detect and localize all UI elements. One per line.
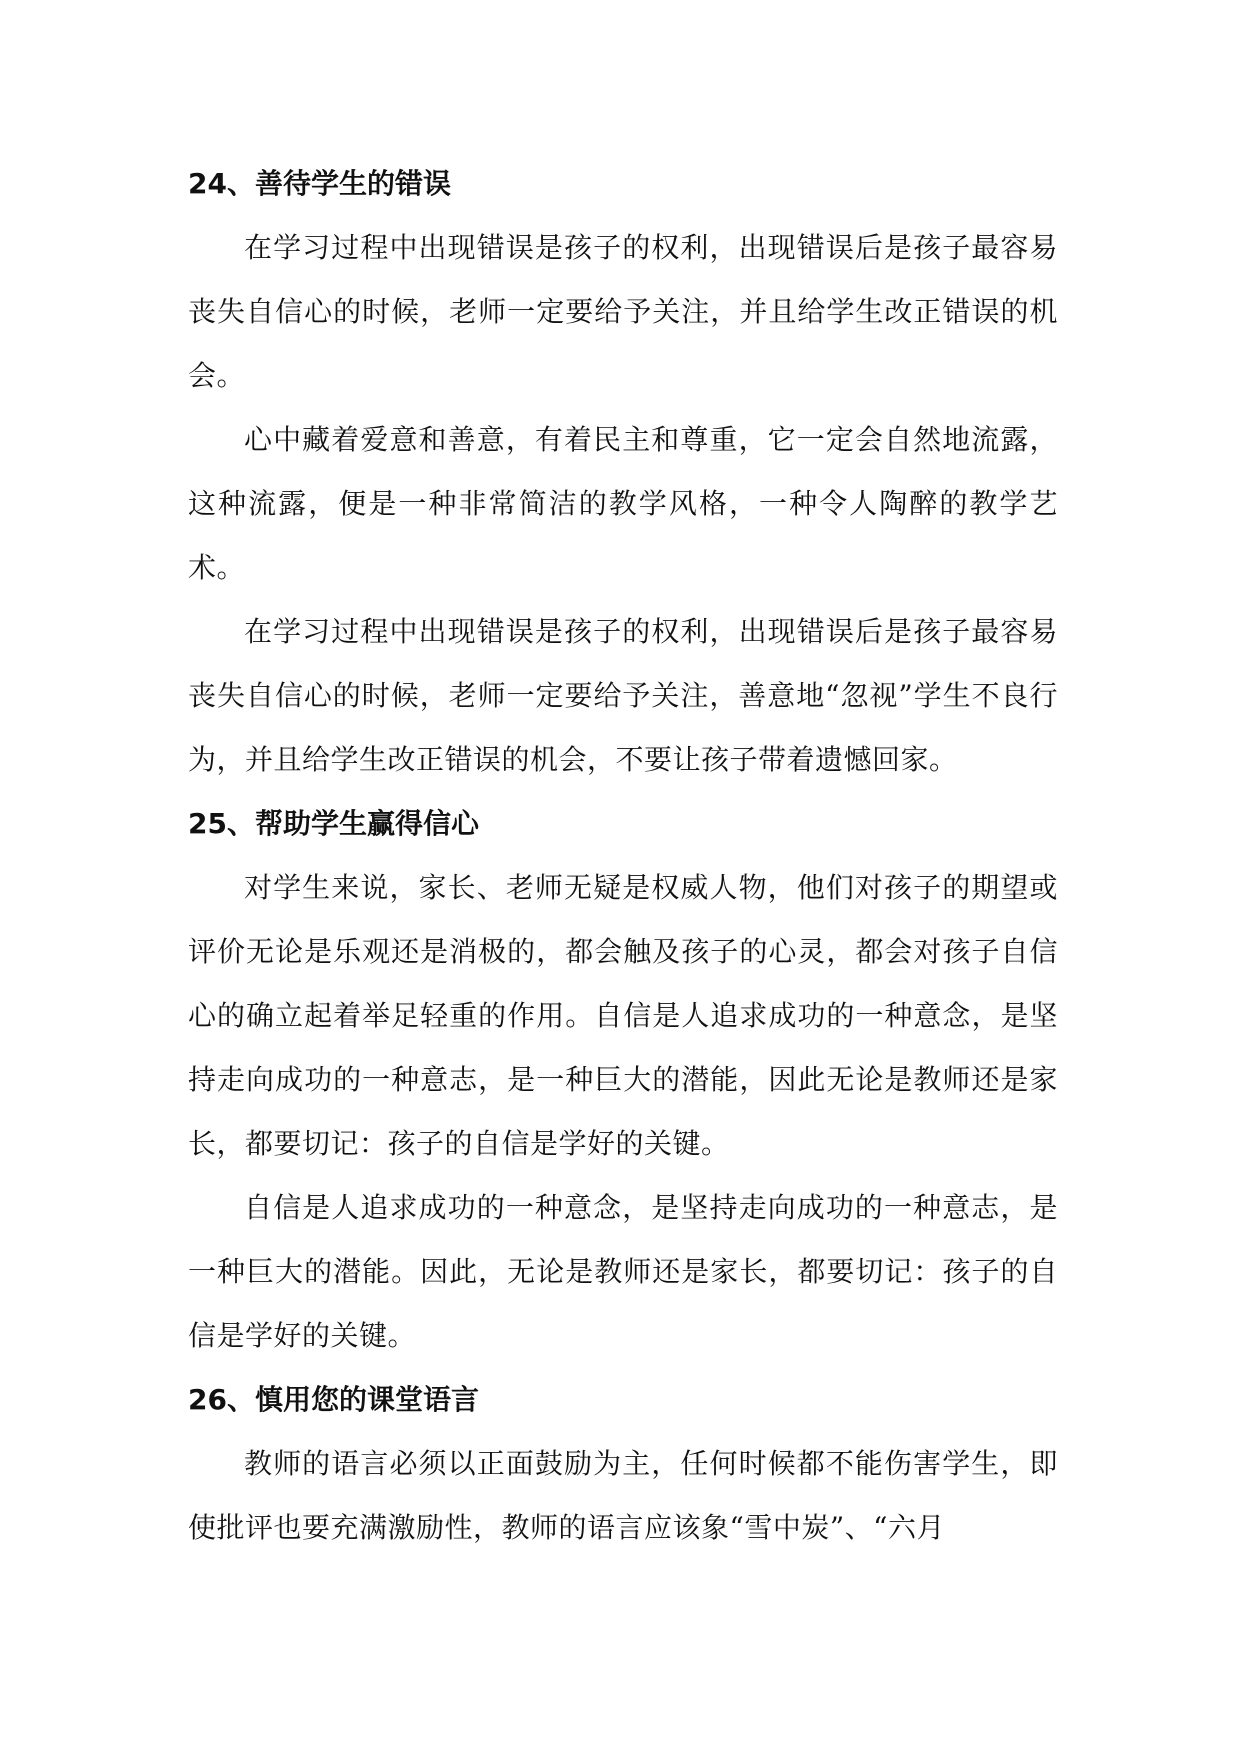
paragraph: 对学生来说，家长、老师无疑是权威人物，他们对孩子的期望或评价无论是乐观还是消极的，都会触及孩子的心灵，都会对孩子自信心的确立起着举足轻重的作用。自信是人追求成功的一种意念，是坚持走向成功的一种意志，是一种巨大的潜能，因此无论是教师还是家长，都要切记：孩子的自信是学好的关键。 <box>188 871 1058 1160</box>
paragraph: 自信是人追求成功的一种意念，是坚持走向成功的一种意志，是一种巨大的潜能。因此，无论是教师还是家长，都要切记：孩子的自信是学好的关键。 <box>188 1191 1058 1352</box>
document-page <box>188 152 1058 1560</box>
section-heading-24: 24、善待学生的错误 <box>188 167 451 200</box>
paragraph: 在学习过程中出现错误是孩子的权利，出现错误后是孩子最容易丧失自信心的时候，老师一定要给予关注，善意地“忽视”学生不良行为，并且给学生改正错误的机会，不要让孩子带着遗憾回家。 <box>188 615 1058 776</box>
paragraph: 心中藏着爱意和善意，有着民主和尊重，它一定会自然地流露，这种流露，便是一种非常简洁的教学风格，一种令人陶醉的教学艺术。 <box>188 423 1058 584</box>
paragraph: 教师的语言必须以正面鼓励为主，任何时候都不能伤害学生，即使批评也要充满激励性，教师的语言应该象“雪中炭”、“六月 <box>188 1447 1058 1544</box>
paragraph: 在学习过程中出现错误是孩子的权利，出现错误后是孩子最容易丧失自信心的时候，老师一定要给予关注，并且给学生改正错误的机会。 <box>188 231 1058 392</box>
section-heading-25: 25、帮助学生赢得信心 <box>188 807 479 840</box>
section-heading-26: 26、慎用您的课堂语言 <box>188 1383 479 1416</box>
